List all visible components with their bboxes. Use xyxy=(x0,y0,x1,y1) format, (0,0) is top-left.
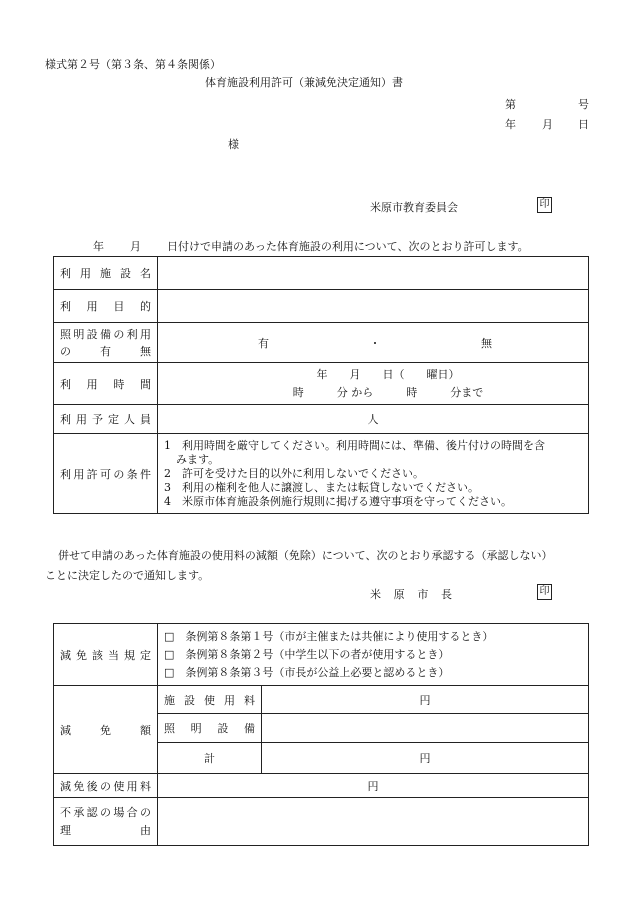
issuer-name: 米原市教育委員会 xyxy=(370,201,458,214)
notice-line1: 併せて申請のあった体育施設の使用料の減額（免除）について、次のとおり承認する（承認しない） xyxy=(58,549,553,562)
intro-year: 年 xyxy=(93,240,104,253)
time-label-cell xyxy=(54,363,158,405)
condition-item: 1 利用時間を厳守してください。利用時間には、準備、後片付けの時間を含 xyxy=(164,438,545,452)
rule-option-2[interactable]: □ 条例第８条第２号（中学生以下の者が使用するとき） xyxy=(164,647,450,661)
people-unit: 人 xyxy=(367,413,379,426)
reason-label-line1: 不承認の場合の xyxy=(60,805,151,819)
people-value-cell[interactable] xyxy=(158,405,589,434)
document-title: 体育施設利用許可（兼減免決定通知）書 xyxy=(205,76,403,89)
permit-table xyxy=(53,256,589,514)
time-value-cell[interactable] xyxy=(158,363,589,405)
conditions-label: 利用許可の条件 xyxy=(60,467,151,481)
people-label: 利用予定人員 xyxy=(60,413,151,426)
date-year: 年 xyxy=(505,118,516,131)
conditions-label-cell xyxy=(54,434,158,514)
lighting-fee-label-cell xyxy=(158,714,262,743)
rule-options-cell xyxy=(158,624,589,686)
reason-label-line2: 理由 xyxy=(60,823,151,837)
lighting-label-line1: 照明設備の利用 xyxy=(60,327,151,341)
intro-month: 月 xyxy=(130,240,141,253)
reason-label-cell xyxy=(54,798,158,846)
time-date-line: 年 月 日（ 曜日） xyxy=(316,367,460,381)
total-label-cell xyxy=(158,743,262,774)
purpose-value-cell[interactable] xyxy=(158,290,589,323)
lighting-separator: ・ xyxy=(369,336,381,350)
time-label: 利用時間 xyxy=(60,377,151,391)
rule-option-1[interactable]: □ 条例第８条第１号（市が主催または共催により使用するとき） xyxy=(164,629,494,643)
after-fee-label: 減免後の使用料 xyxy=(60,779,151,793)
lighting-value-cell[interactable] xyxy=(158,323,589,363)
time-range-line: 時 分 から 時 分まで xyxy=(292,385,484,399)
issuer-seal: 印 xyxy=(537,197,552,213)
total-label: 計 xyxy=(204,752,215,765)
lighting-fee-label: 照明設備 xyxy=(164,722,255,735)
condition-item: 3 利用の権利を他人に譲渡し、または転貸しないでください。 xyxy=(164,480,479,494)
rule-option-3[interactable]: □ 条例第８条第３号（市長が公益上必要と認めるとき） xyxy=(164,665,450,679)
lighting-label-cell xyxy=(54,323,158,363)
reason-value-cell[interactable] xyxy=(158,798,589,846)
mayor-seal: 印 xyxy=(537,584,552,600)
rule-label: 減免該当規定 xyxy=(60,648,151,662)
condition-item: 4 米原市体育施設条例施行規則に掲げる遵守事項を守ってください。 xyxy=(164,494,512,508)
facility-label-cell xyxy=(54,257,158,290)
lighting-label-line2: の有無 xyxy=(60,344,151,358)
condition-item-continued: みます。 xyxy=(176,452,220,466)
after-fee-value-cell[interactable] xyxy=(158,774,589,798)
addressee-suffix: 様 xyxy=(228,138,239,151)
amount-label: 減免額 xyxy=(60,723,151,737)
conditions-cell xyxy=(158,434,589,514)
facility-fee-value-cell[interactable] xyxy=(262,686,589,714)
exemption-table xyxy=(53,623,589,846)
facility-fee-yen: 円 xyxy=(419,693,431,707)
date-month: 月 xyxy=(542,118,553,131)
number-suffix: 号 xyxy=(578,98,589,111)
date-day: 日 xyxy=(578,118,589,131)
intro-text: 日付けで申請のあった体育施設の利用について、次のとおり許可します。 xyxy=(167,240,529,253)
purpose-label: 利用目的 xyxy=(60,300,151,313)
number-prefix: 第 xyxy=(505,98,516,111)
form-number: 様式第２号（第３条、第４条関係） xyxy=(45,58,221,71)
amount-label-cell xyxy=(54,686,158,774)
facility-value-cell[interactable] xyxy=(158,257,589,290)
total-yen: 円 xyxy=(419,752,431,765)
facility-fee-label-cell xyxy=(158,686,262,714)
people-label-cell xyxy=(54,405,158,434)
after-fee-label-cell xyxy=(54,774,158,798)
purpose-label-cell xyxy=(54,290,158,323)
condition-item: 2 許可を受けた目的以外に利用しないでください。 xyxy=(164,466,424,480)
after-fee-yen: 円 xyxy=(367,779,379,793)
notice-line2: ことに決定したので通知します。 xyxy=(45,569,210,582)
facility-label: 利用施設名 xyxy=(60,267,151,280)
lighting-no-option[interactable]: 無 xyxy=(481,336,492,350)
facility-fee-label: 施設使用料 xyxy=(164,693,255,707)
total-value-cell[interactable] xyxy=(262,743,589,774)
mayor-title: 米原市長 xyxy=(370,588,452,601)
lighting-yes-option[interactable]: 有 xyxy=(258,336,269,350)
rule-label-cell xyxy=(54,624,158,686)
lighting-fee-value-cell[interactable] xyxy=(262,714,589,743)
